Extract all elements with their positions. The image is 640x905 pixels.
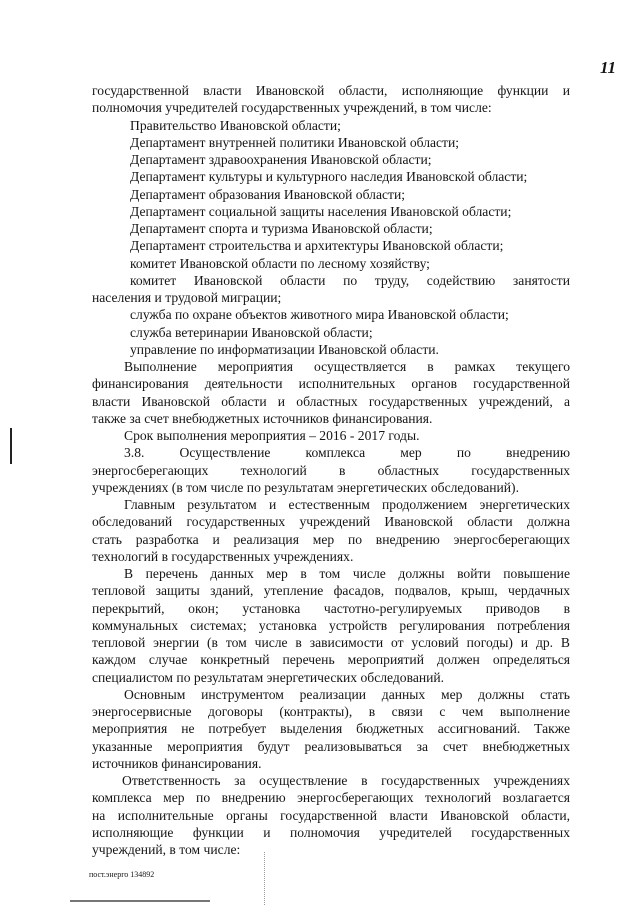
section-heading: 3.8. Осуществление комплекса мер по внедрению	[124, 445, 570, 461]
paragraph-line: Основным инструментом реализации данных мер должны стать	[124, 686, 570, 702]
list-item-continuation: населения и трудовой миграции;	[92, 290, 282, 305]
list-item: Департамент образования Ивановской области;	[130, 186, 406, 202]
paragraph-line: исполняющие функции и полномочия учредителей государственных	[92, 824, 570, 840]
paragraph-line: мероприятия не потребует выделения бюджетных ассигнований. Также	[92, 721, 570, 737]
paragraph-line: специалистом по результатам энергетических обследований.	[92, 669, 445, 685]
paragraph-line: тепловой защиты зданий, утепление фасадов, подвалов, крыш, чердачных	[92, 583, 570, 599]
paragraph-line: В перечень данных мер в том числе должны войти повышение	[124, 566, 570, 581]
list-item: комитет Ивановской области по труду, содействию занятости	[130, 272, 570, 288]
text-line: государственной власти Ивановской области, исполняющие функции и	[92, 83, 570, 98]
paragraph-line: комплекса мер по внедрению энергосберегающих технологий возлагается	[92, 790, 570, 806]
paragraph-line: финансирования деятельности исполнительных органов государственной	[92, 376, 570, 392]
paragraph-line: власти Ивановской области и областных государственных учреждений, а	[92, 393, 570, 409]
text-line: полномочия учредителей государственных учреждений, в том числе:	[92, 100, 492, 116]
paragraph-line: указанные мероприятия будут реализовываться за счет внебюджетных	[92, 738, 570, 754]
paragraph-line: на исполнительные органы государственной власти Ивановской области,	[92, 807, 570, 823]
document-body	[92, 82, 570, 858]
paragraph-line: технологий в государственных учреждениях.	[92, 548, 354, 564]
list-item: Департамент социальной защиты населения Ивановской области;	[130, 203, 512, 219]
paragraph-line: Главным результатом и естественным продолжением энергетических	[124, 497, 570, 512]
section-heading: учреждениях (в том числе по результатам энергетических обследований).	[92, 479, 519, 495]
list-item: Департамент здравоохранения Ивановской области;	[130, 152, 432, 167]
section-heading: энергосберегающих технологий в областных государственных	[92, 462, 570, 478]
paragraph-line: учреждений, в том числе:	[92, 842, 241, 857]
paragraph-line: также за счет внебюджетных источников финансирования.	[92, 410, 433, 426]
paragraph-line: энергосервисные договоры (контракты), в связи с чем выполнение	[92, 704, 570, 719]
paragraph-line: Срок выполнения мероприятия – 2016 - 2017 годы.	[124, 428, 420, 443]
paragraph-line: стать разработка и реализация мер по внедрению энергосберегающих	[92, 531, 570, 547]
paragraph-line: тепловой энергии (в том числе в зависимости от условий погоды) и др. В	[92, 635, 570, 650]
list-item: Департамент культуры и культурного наследия Ивановской области;	[130, 169, 528, 185]
paragraph-line: каждом случае конкретный перечень мероприятий должен определяться	[92, 652, 570, 668]
list-item: Департамент внутренней политики Ивановской области;	[130, 134, 460, 150]
footer-code: пост.энерго 134892	[89, 870, 155, 879]
scan-mark	[10, 428, 12, 464]
list-item: служба ветеринарии Ивановской области;	[130, 324, 373, 340]
list-item: Правительство Ивановской области;	[130, 117, 341, 133]
fold-line	[264, 852, 265, 905]
list-item: служба по охране объектов животного мира Ивановской области;	[130, 307, 509, 323]
paragraph-line: источников финансирования.	[92, 755, 262, 771]
list-item: Департамент строительства и архитектуры Ивановской области;	[130, 238, 504, 254]
list-item: управление по информатизации Ивановской области.	[130, 341, 439, 357]
paragraph-line: обследований государственных учреждений Ивановской области должна	[92, 514, 570, 530]
page-number: 11	[600, 58, 617, 77]
paragraph-line: Ответственность за осуществление в государственных учреждениях	[122, 773, 570, 788]
paragraph-line: коммунальных системах; установка устройств регулирования потребления	[92, 617, 570, 633]
paragraph-line: перекрытий, окон; установка частотно-регулируемых приводов в	[92, 600, 570, 616]
scan-edge	[70, 900, 210, 902]
paragraph-line: Выполнение мероприятия осуществляется в рамках текущего	[124, 359, 570, 374]
list-item: Департамент спорта и туризма Ивановской области;	[130, 221, 433, 236]
list-item: комитет Ивановской области по лесному хозяйству;	[130, 255, 430, 271]
